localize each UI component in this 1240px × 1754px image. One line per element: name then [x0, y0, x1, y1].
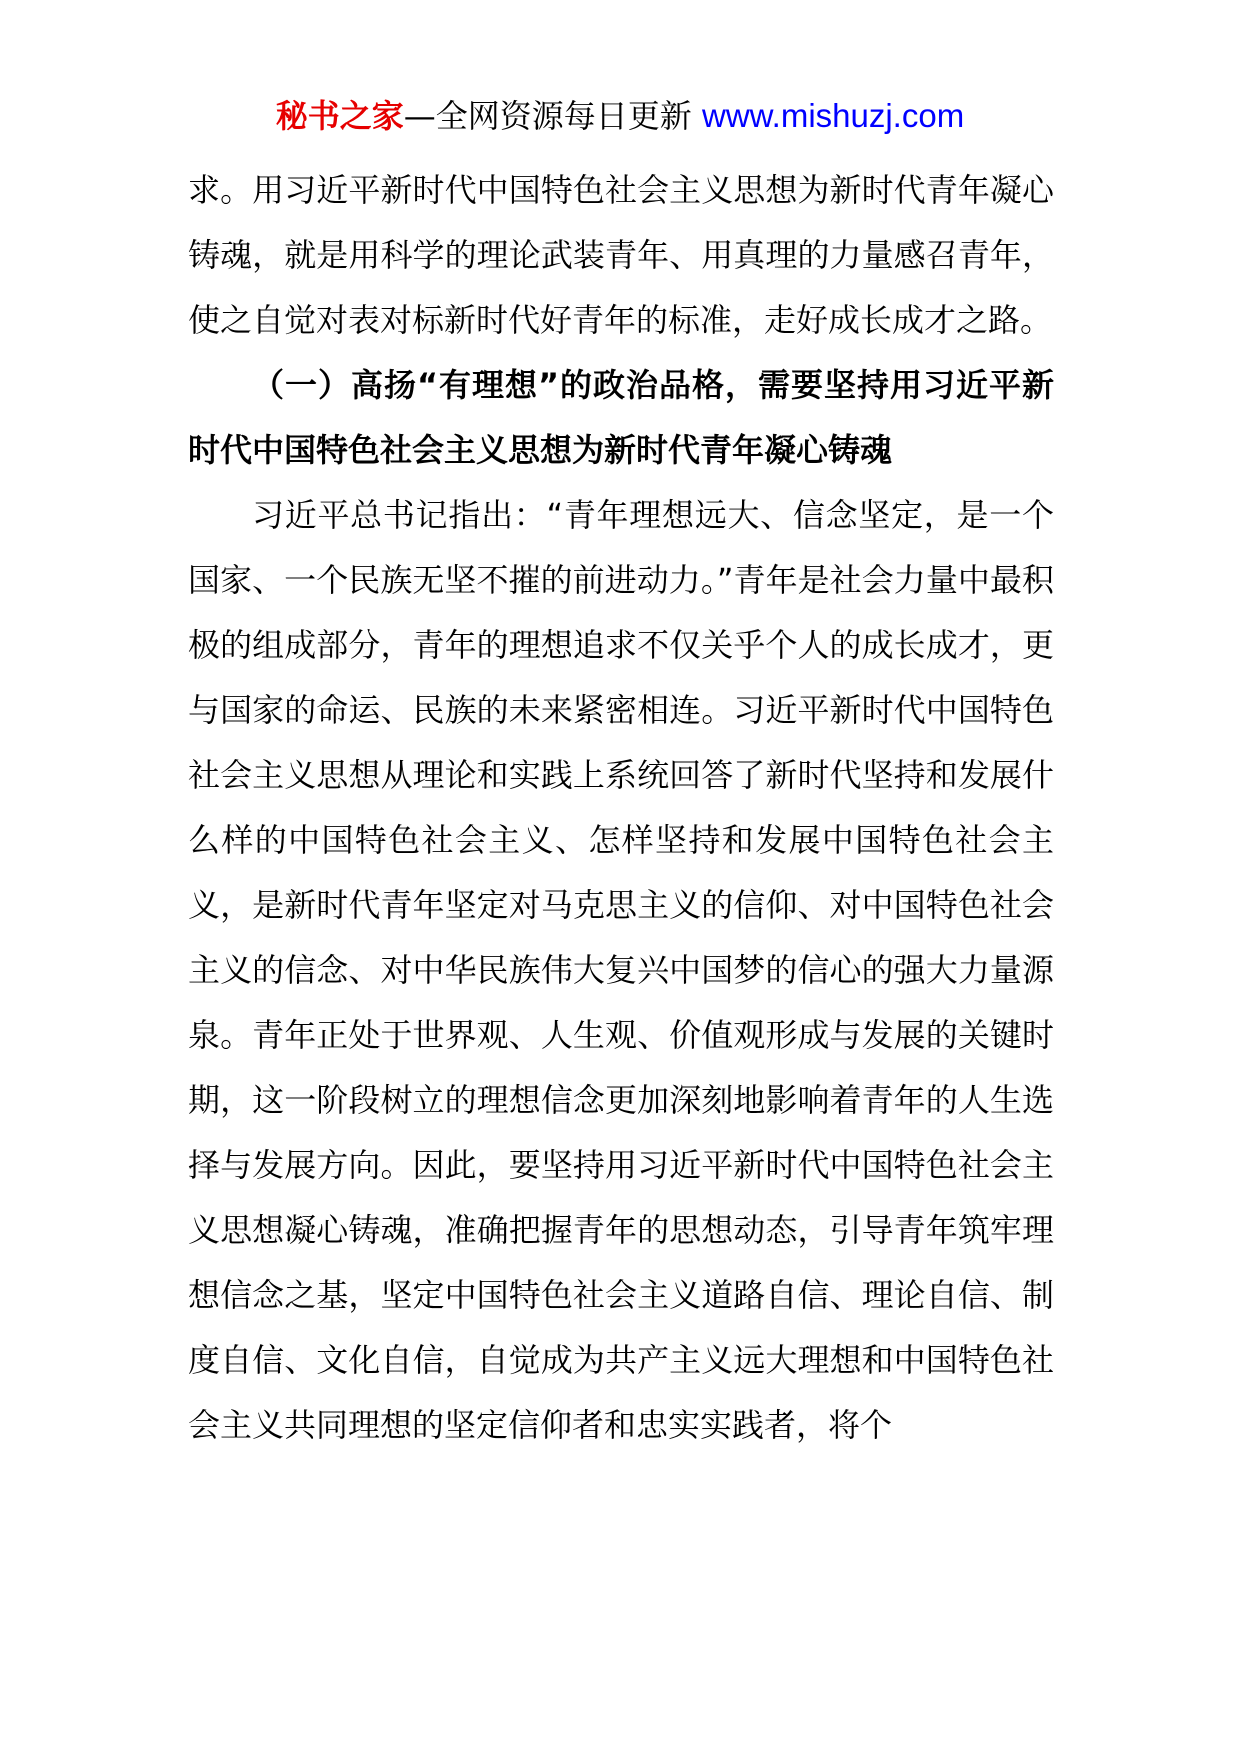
body-paragraph: 习近平总书记指出：“青年理想远大、信念坚定，是一个国家、一个民族无坚不摧的前进动力。”青年是社会力量中最积极的组成部分，青年的理想追求不仅关乎个人的成长成才，更与国家的命运、民族的未来紧密相连。习近平新时代中国特色社会主义思想从理论和实践上系统回答了新时代坚持和发展什么样的中国特色社会主义、怎样坚持和发展中国特色社会主义，是新时代青年坚定对马克思主义的信仰、对中国特色社会主义的信念、对中华民族伟大复兴中国梦的信心的强大力量源泉。青年正处于世界观、人生观、价值观形成与发展的关键时期，这一阶段树立的理想信念更加深刻地影响着青年的人生选择与发展方向。因此，要坚持用习近平新时代中国特色社会主义思想凝心铸魂，准确把握青年的思想动态，引导青年筑牢理想信念之基，坚定中国特色社会主义道路自信、理论自信、制度自信、文化自信，自觉成为共产主义远大理想和中国特色社会主义共同理想的坚定信仰者和忠实实践者，将个 — [188, 496, 1054, 1444]
page-header — [0, 96, 1240, 136]
paragraph-continuation: 求。用习近平新时代中国特色社会主义思想为新时代青年凝心铸魂，就是用科学的理论武装青年、用真理的力量感召青年，使之自觉对表对标新时代好青年的标准，走好成长成才之路。 — [188, 171, 1054, 339]
document-body — [188, 158, 1054, 1458]
brand-name: 秘书之家 — [275, 97, 404, 135]
header-tagline: —全网资源每日更新 — [403, 97, 702, 135]
website-link[interactable]: www.mishuzj.com — [701, 97, 965, 134]
section-heading: （一）高扬“有理想”的政治品格，需要坚持用习近平新时代中国特色社会主义思想为新时代青年凝心铸魂 — [188, 366, 1054, 469]
